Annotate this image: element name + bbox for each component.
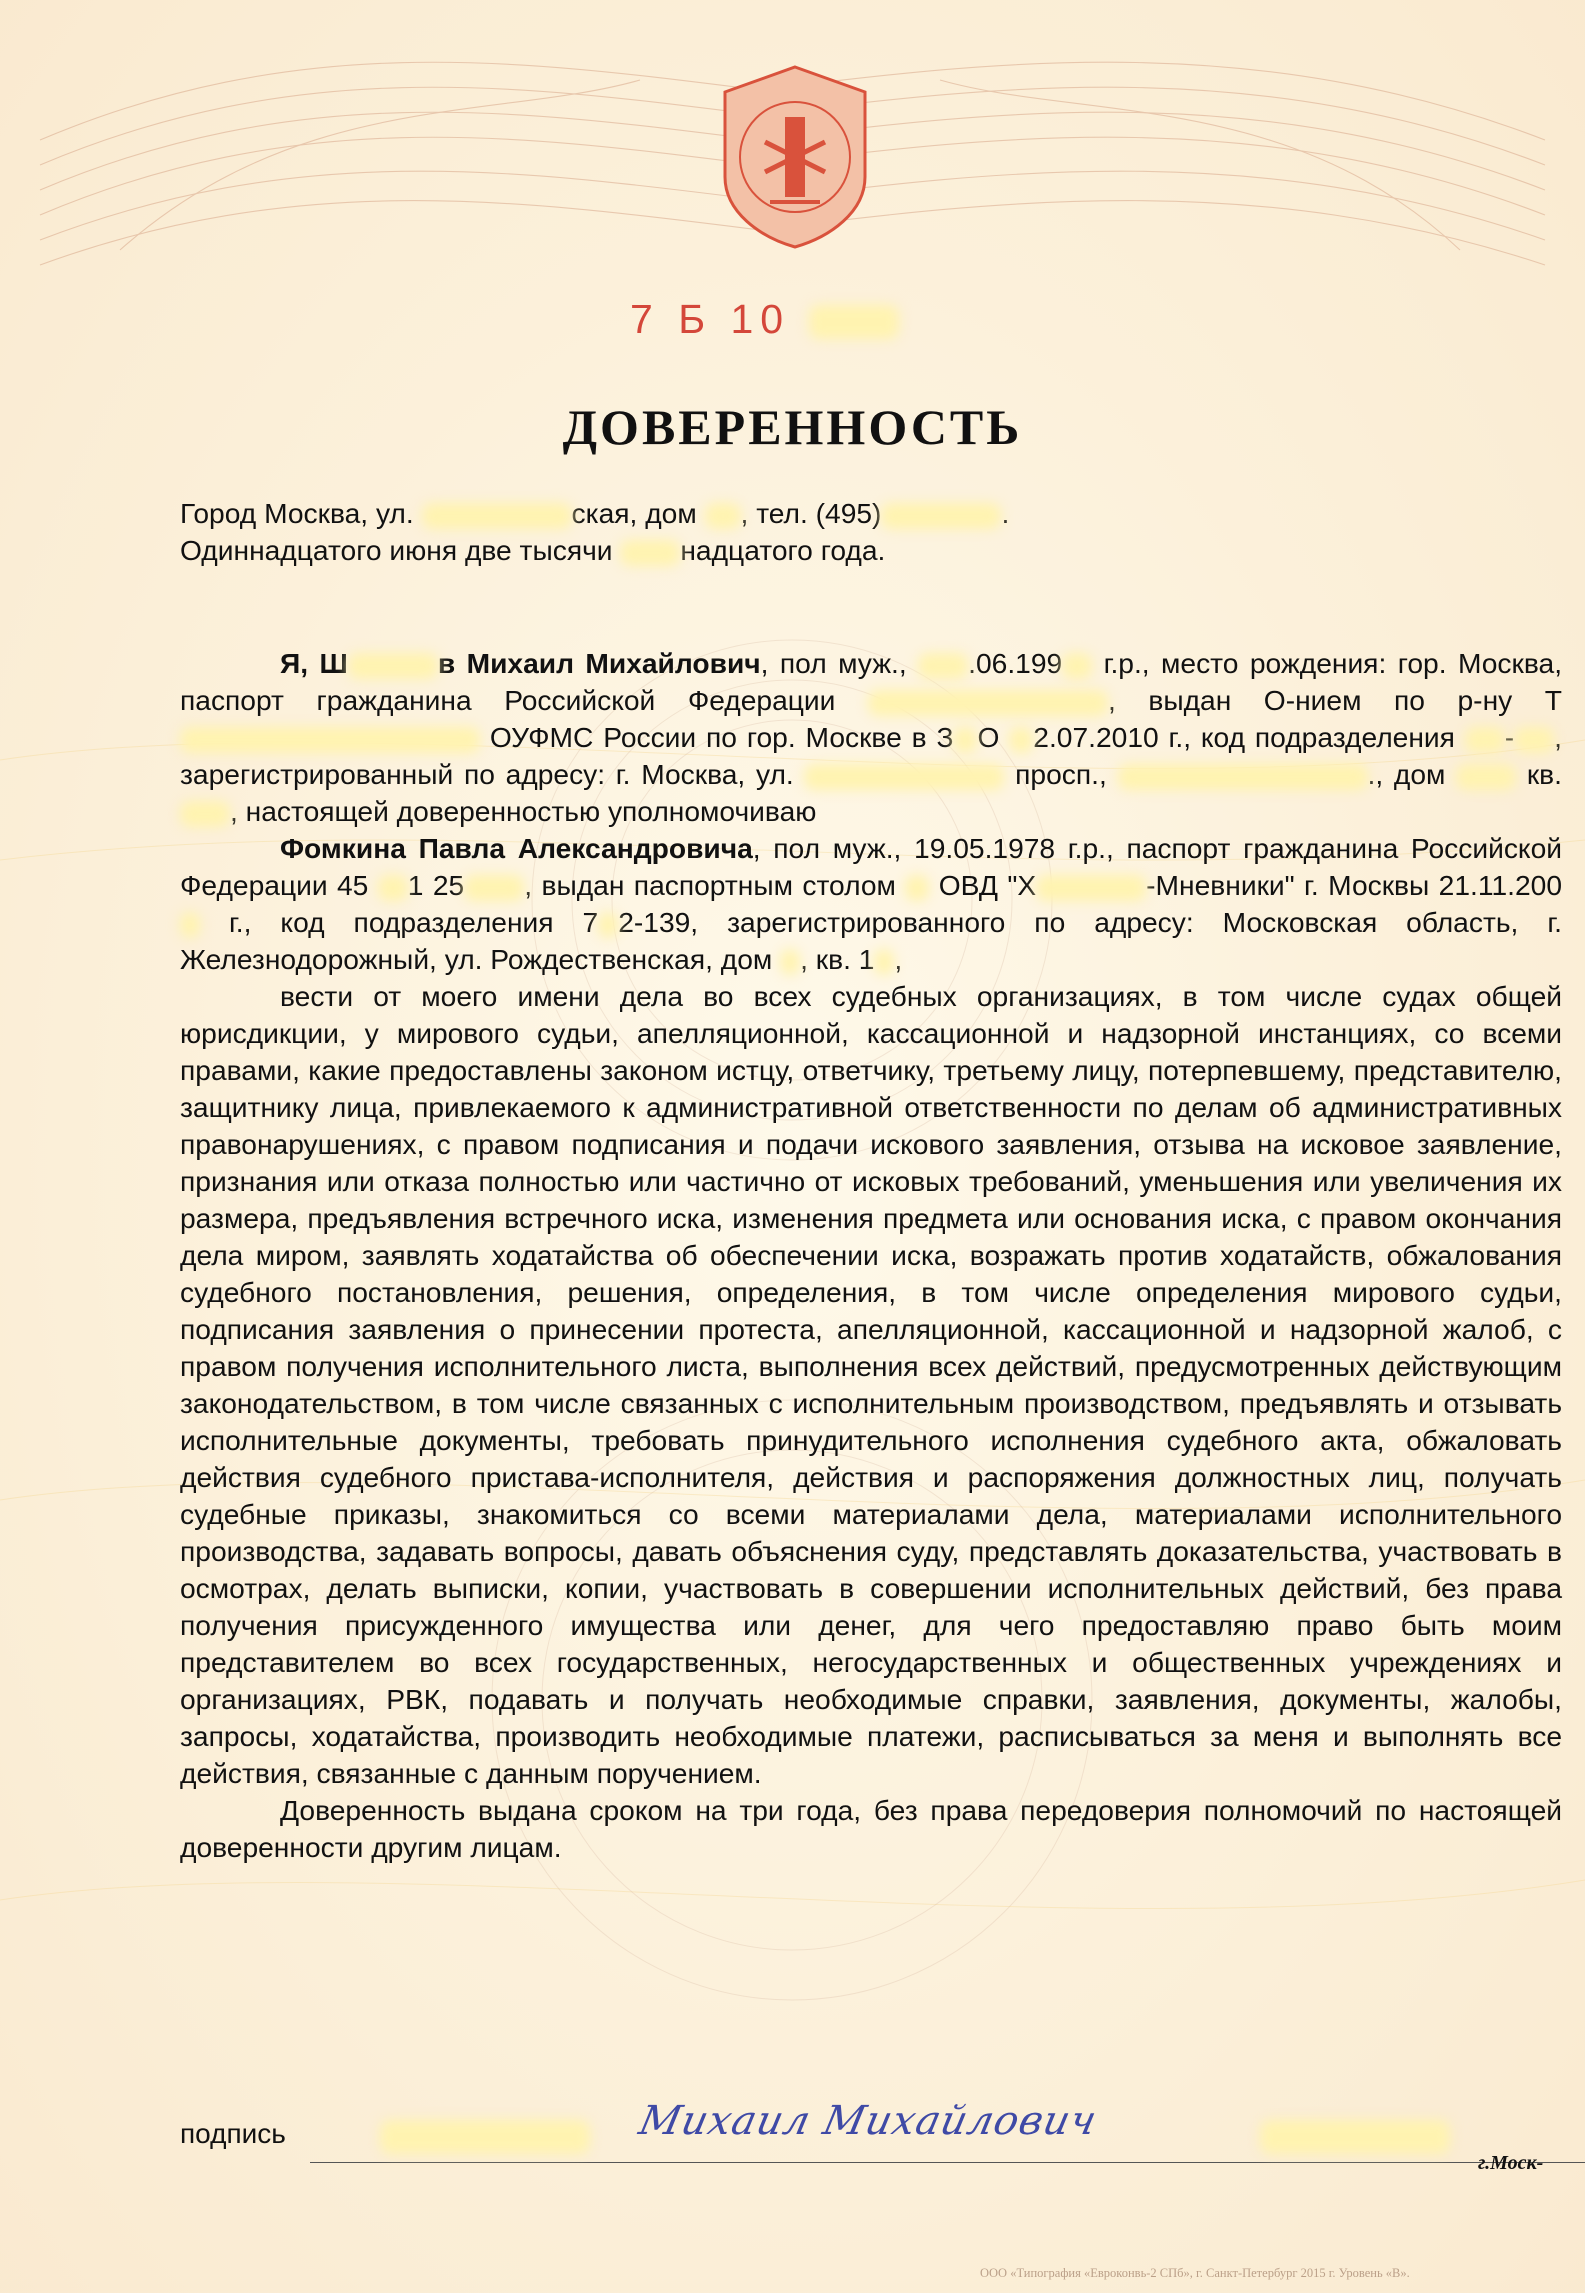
redaction-mark bbox=[780, 949, 800, 975]
redaction-mark bbox=[918, 653, 968, 679]
redaction-mark bbox=[1009, 727, 1033, 753]
redaction-mark bbox=[1456, 764, 1516, 790]
attorney-paragraph: Фомкина Павла Александровича, пол муж., 19.05.1978 г.р., паспорт гражданина Российской Федерации 45 1 25 , выдан паспортным столом ОВД "Х -Мневники" г. Москвы 21.11.200 г., код подразделения 7 2-139, зарегистрированного по адресу: Московская область, г. Железнодорожный, ул. Рождественская, дом , кв. 1 , bbox=[180, 832, 1563, 975]
redaction-mark bbox=[380, 2120, 590, 2154]
serial-number-text: 7 Б 10 bbox=[630, 296, 791, 342]
principal-name: в Михаил Михайлович bbox=[437, 647, 761, 679]
printer-imprint: ООО «Типография «Евроконвь-2 СПб», г. Санкт-Петербург 2015 г. Уровень «В». bbox=[980, 2266, 1410, 2280]
document-header bbox=[180, 495, 1562, 569]
redaction-mark bbox=[620, 540, 680, 566]
redaction-mark bbox=[1036, 875, 1146, 901]
signature-line bbox=[310, 2162, 1585, 2163]
redaction-mark bbox=[1514, 727, 1554, 753]
powers-paragraph: вести от моего имени дела во всех судебных организациях, в том числе судах общей юрисдикции, у мирового судьи, апелляционной, кассационной и надзорной инстанциях, со всеми правами, какие предоставлены законом истцу, ответчику, третьему лицу, потерпевшему, представителю, защитнику лица, привлекаемого к административной ответственности по делам об административных правонарушениях, с правом подписания и подачи искового заявления, отзыва на исковое заявление, признания или отказа полностью или частично от исковых требований, уменьшения или увеличения их размера, предъявления встречного иска, изменения предмета или основания иска, с правом окончания дела миром, заявлять ходатайства об обеспечении иска, возражать против ходатайств, обжалования судебного постановления, решения, определения, в том числе определения мирового судьи, подписания заявления о принесении протеста, апелляционной, кассационной и надзорной жалоб, с правом получения исполнительного листа, выполнения всех действий, предусмотренных действующим законодательством, в том числе связанных с исполнительным производством, предъявлять и отзывать исполнительные документы, требовать принудительного исполнения судебного акта, обжаловать действия судебного пристава-исполнителя, действия и распоряжения должностных лиц, получать судебные приказы, знакомиться со всеми материалами дела, материалами исполнительного производства, задавать вопросы, давать объяснения суду, представлять доказательства, участвовать в осмотрах, делать выписки, копии, участвовать в совершении исполнительных действий, без права получения присужденного имущества или денег, для чего предоставляю право быть моим представителем во всех государственных, негосударственных и общественных учреждениях и организациях, РВК, подавать и получать необходимые справки, заявления, документы, жалобы, запросы, ходатайства, производить необходимые платежи, расписываться за меня и выполнять все действия, связанные с данным поручением. bbox=[180, 980, 1562, 1789]
redaction-mark bbox=[378, 875, 408, 901]
redaction-mark bbox=[953, 727, 977, 753]
redaction-mark bbox=[809, 305, 899, 339]
redaction-mark bbox=[180, 801, 230, 827]
redaction-mark bbox=[905, 875, 929, 901]
principal-paragraph: Я, Ш в Михаил Михайлович, пол муж., .06.199 г.р., место рождения: гор. Москва, паспорт гражданина Российской Федерации , выдан О-нием по р-ну Т ОУФМС России по гор. Москве в З О 2.07.2010 г., код подразделения - , зарегистрированный по адресу: г. Москва, ул. просп., ., дом кв. , настоящей доверенностью уполномочиваю bbox=[180, 647, 1563, 827]
redaction-mark bbox=[804, 764, 1004, 790]
attorney-name: Фомкина Павла Александровича bbox=[280, 832, 753, 864]
notary-seal-emblem bbox=[715, 62, 875, 252]
redaction-mark bbox=[464, 875, 524, 901]
signature-row bbox=[180, 2098, 1580, 2170]
document-title: ДОВЕРЕННОСТЬ bbox=[562, 399, 1023, 455]
document-body bbox=[180, 645, 1562, 1866]
form-serial-number bbox=[630, 296, 899, 343]
redaction-mark bbox=[1260, 2120, 1450, 2154]
header-address-line: Город Москва, ул. ская, дом , тел. (495) . bbox=[180, 497, 1010, 529]
redaction-mark bbox=[1062, 653, 1092, 679]
header-date-line: Одиннадцатого июня две тысячи надцатого года. bbox=[180, 534, 886, 566]
redaction-mark bbox=[348, 653, 438, 679]
redaction-mark bbox=[180, 912, 200, 938]
redaction-mark bbox=[868, 690, 1108, 716]
redaction-mark bbox=[881, 503, 1001, 529]
redaction-mark bbox=[180, 727, 480, 753]
handwritten-signature: Михаил Михайлович bbox=[635, 2098, 1102, 2144]
redaction-mark bbox=[705, 503, 741, 529]
city-footer: г.Моск- bbox=[1478, 2152, 1544, 2174]
signature-label: подпись bbox=[180, 2118, 286, 2149]
validity-paragraph: Доверенность выдана сроком на три года, без права передоверия полномочий по настоящей доверенности другим лицам. bbox=[180, 1794, 1562, 1863]
redaction-mark bbox=[598, 912, 618, 938]
redaction-mark bbox=[422, 503, 572, 529]
redaction-mark bbox=[874, 949, 894, 975]
principal-name-prefix: Я, Ш bbox=[280, 647, 348, 679]
redaction-mark bbox=[1118, 764, 1368, 790]
redaction-mark bbox=[1465, 727, 1505, 753]
